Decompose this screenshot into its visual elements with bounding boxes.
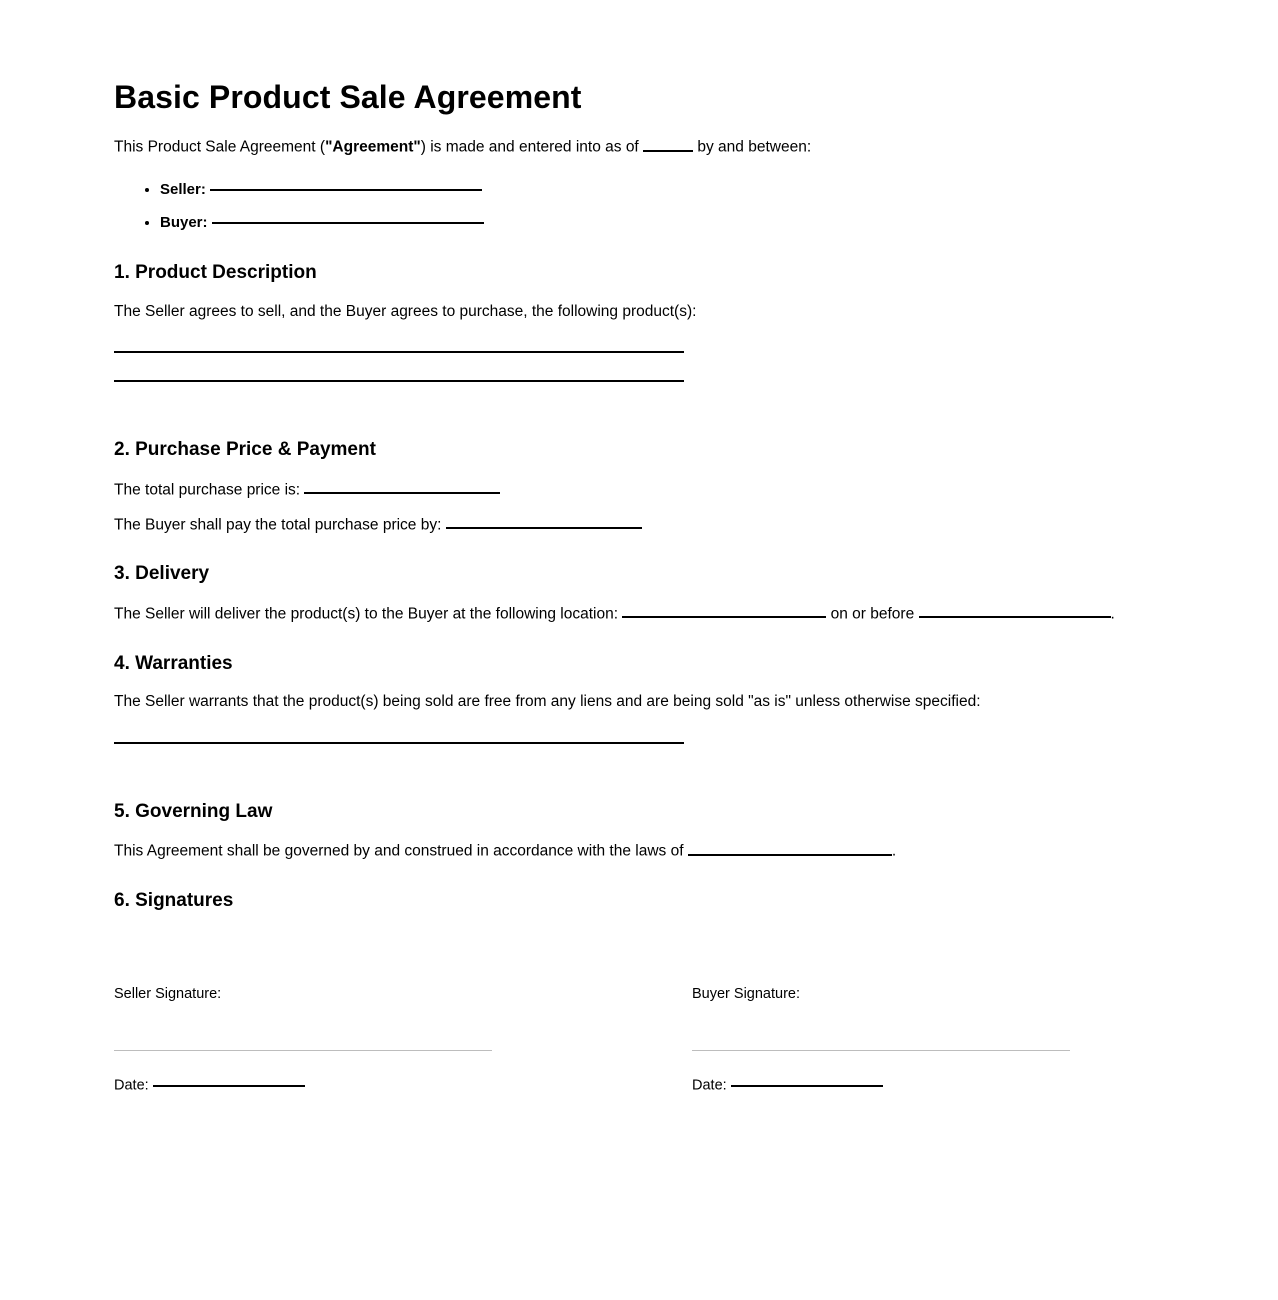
- section-heading-signatures: 6. Signatures: [114, 890, 234, 912]
- intro-paragraph: [114, 134, 1138, 159]
- payment-method-row: [114, 512, 1138, 537]
- buyer-signature-column: [692, 986, 1070, 1094]
- page-title: Basic Product Sale Agreement: [114, 79, 582, 115]
- delivery-row: [114, 601, 1138, 626]
- governing-law-blank[interactable]: [688, 838, 892, 856]
- intro-text-tail: by and between:: [697, 138, 812, 156]
- product-description-blank-line-1[interactable]: [114, 351, 684, 353]
- list-item-buyer: [160, 210, 1138, 235]
- governing-law-row: [114, 838, 1138, 863]
- spacer: [114, 744, 1138, 774]
- warranties-text: The Seller warrants that the product(s) being sold are free from any liens and are being sold "as is" unless otherwise specified:: [114, 693, 981, 711]
- section-heading-warranties: 4. Warranties: [114, 652, 233, 674]
- signature-block: [114, 986, 1138, 1094]
- governing-law-period: .: [891, 842, 897, 860]
- seller-name-blank[interactable]: [210, 174, 482, 191]
- buyer-date-blank[interactable]: [731, 1071, 883, 1088]
- seller-date-row: [114, 1073, 492, 1094]
- payment-method-blank[interactable]: [446, 512, 642, 530]
- purchase-price-row: [114, 477, 1138, 502]
- governing-law-label: This Agreement shall be governed by and construed in accordance with the laws of: [114, 842, 684, 860]
- section-heading-delivery: 3. Delivery: [114, 563, 210, 585]
- buyer-name-blank[interactable]: [212, 207, 484, 224]
- buyer-signature-line[interactable]: [692, 1050, 1070, 1051]
- section-heading-governing-law: 5. Governing Law: [114, 800, 273, 822]
- intro-text-after: ) is made and entered into as of: [420, 138, 639, 156]
- seller-date-label: Date:: [114, 1077, 149, 1094]
- delivery-location-label: The Seller will deliver the product(s) to the Buyer at the following location:: [114, 605, 618, 623]
- seller-signature-line[interactable]: [114, 1050, 492, 1051]
- payment-method-label: The Buyer shall pay the total purchase price by:: [114, 516, 442, 534]
- delivery-date-label: on or before: [830, 605, 915, 623]
- buyer-signature-label: Buyer Signature:: [692, 985, 801, 1002]
- section-heading-purchase-price: 2. Purchase Price & Payment: [114, 439, 376, 461]
- seller-signature-column: [114, 986, 492, 1094]
- spacer: [114, 382, 1138, 412]
- list-item-seller: [160, 177, 1138, 202]
- section-heading-product-description: 1. Product Description: [114, 262, 317, 284]
- seller-date-blank[interactable]: [153, 1071, 305, 1088]
- delivery-period: .: [1110, 605, 1115, 623]
- intro-text-before: This Product Sale Agreement (: [114, 138, 326, 156]
- purchase-price-label: The total purchase price is:: [114, 481, 301, 499]
- delivery-date-blank[interactable]: [919, 601, 1111, 619]
- delivery-location-blank[interactable]: [622, 601, 826, 619]
- parties-list: [114, 177, 1138, 235]
- agreement-date-blank[interactable]: [643, 134, 693, 152]
- seller-signature-label: Seller Signature:: [114, 985, 222, 1002]
- seller-label: Seller:: [160, 181, 206, 199]
- buyer-date-row: [692, 1073, 1070, 1094]
- buyer-label: Buyer:: [160, 214, 208, 232]
- purchase-price-blank[interactable]: [304, 477, 500, 495]
- product-description-text: The Seller agrees to sell, and the Buyer agrees to purchase, the following product(s):: [114, 302, 697, 320]
- agreement-term: "Agreement": [325, 138, 421, 156]
- buyer-date-label: Date:: [692, 1077, 727, 1094]
